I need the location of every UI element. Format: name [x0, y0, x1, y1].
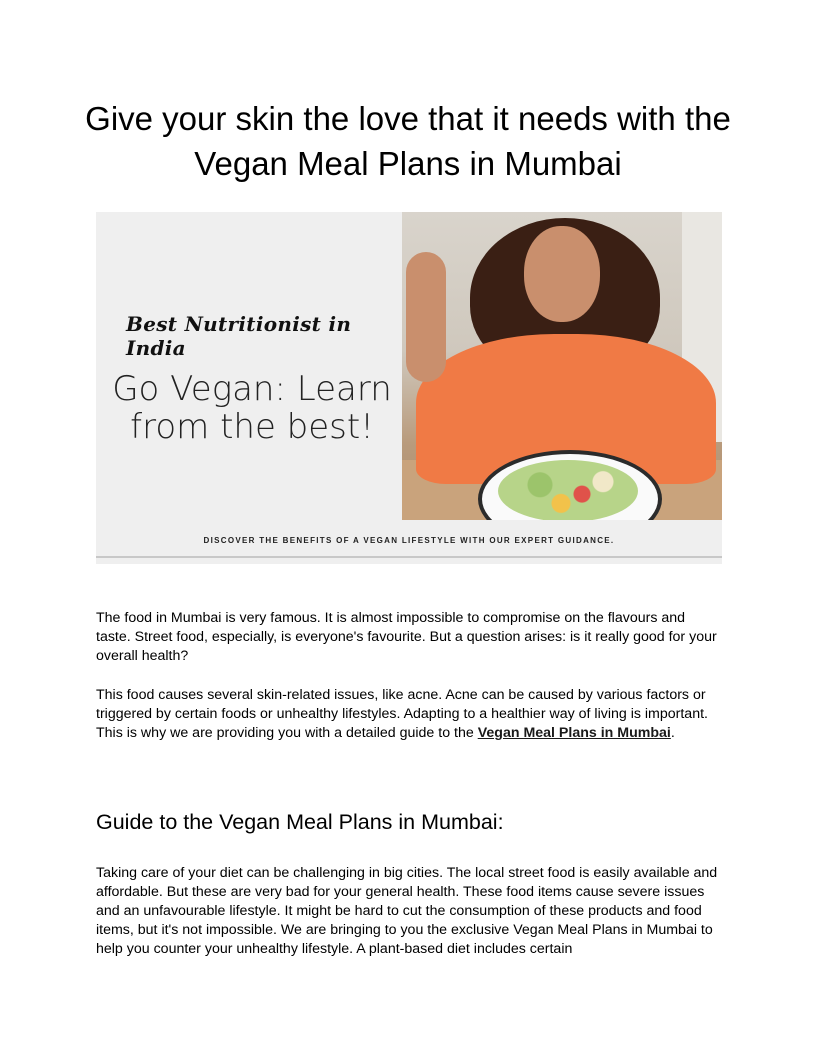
banner-caption: DISCOVER THE BENEFITS OF A VEGAN LIFESTYLE WITH OUR EXPERT GUIDANCE. — [203, 536, 615, 545]
banner-image — [96, 212, 722, 564]
banner-text-panel — [96, 212, 400, 520]
vegan-meal-plans-link[interactable]: Vegan Meal Plans in Mumbai — [477, 725, 671, 741]
banner-headline: Go Vegan: Learn from the best! — [112, 369, 392, 447]
guide-paragraph: Taking care of your diet can be challenging in big cities. The local street food is easily available and affordable. But these are very bad for your general health. These food items cause severe issues and an unfavourable lifestyle. It might be hard to cut the consumption of these products and food items, but it's not impossible. We are bringing to you the exclusive Vegan Meal Plans in Mumbai to help you counter your unhealthy lifestyle. A plant-based diet includes certain — [96, 865, 718, 957]
acne-paragraph-text: This food causes several skin-related issues, like acne. Acne can be caused by various factors or triggered by certain foods or unhealthy lifestyles. Adapting to a healthier way of living is important. This is why we are providing you with a detailed guide to the — [96, 687, 708, 741]
section-heading: Guide to the Vegan Meal Plans in Mumbai: — [96, 810, 504, 834]
photo-face — [524, 226, 600, 322]
photo-arm — [406, 252, 446, 382]
banner-photo — [402, 212, 722, 520]
acne-paragraph-suffix: . — [670, 725, 675, 741]
photo-salad — [498, 460, 638, 520]
banner-tagline: Best Nutritionist in India — [126, 312, 352, 360]
page-title: Give your skin the love that it needs with the Vegan Meal Plans in Mumbai — [85, 100, 731, 182]
acne-paragraph — [96, 686, 720, 743]
banner-divider — [96, 556, 722, 558]
intro-paragraph: The food in Mumbai is very famous. It is almost impossible to compromise on the flavours and taste. Street food, especially, is everyone's favourite. But a question arises: is it really good for your overall health? — [96, 610, 717, 664]
